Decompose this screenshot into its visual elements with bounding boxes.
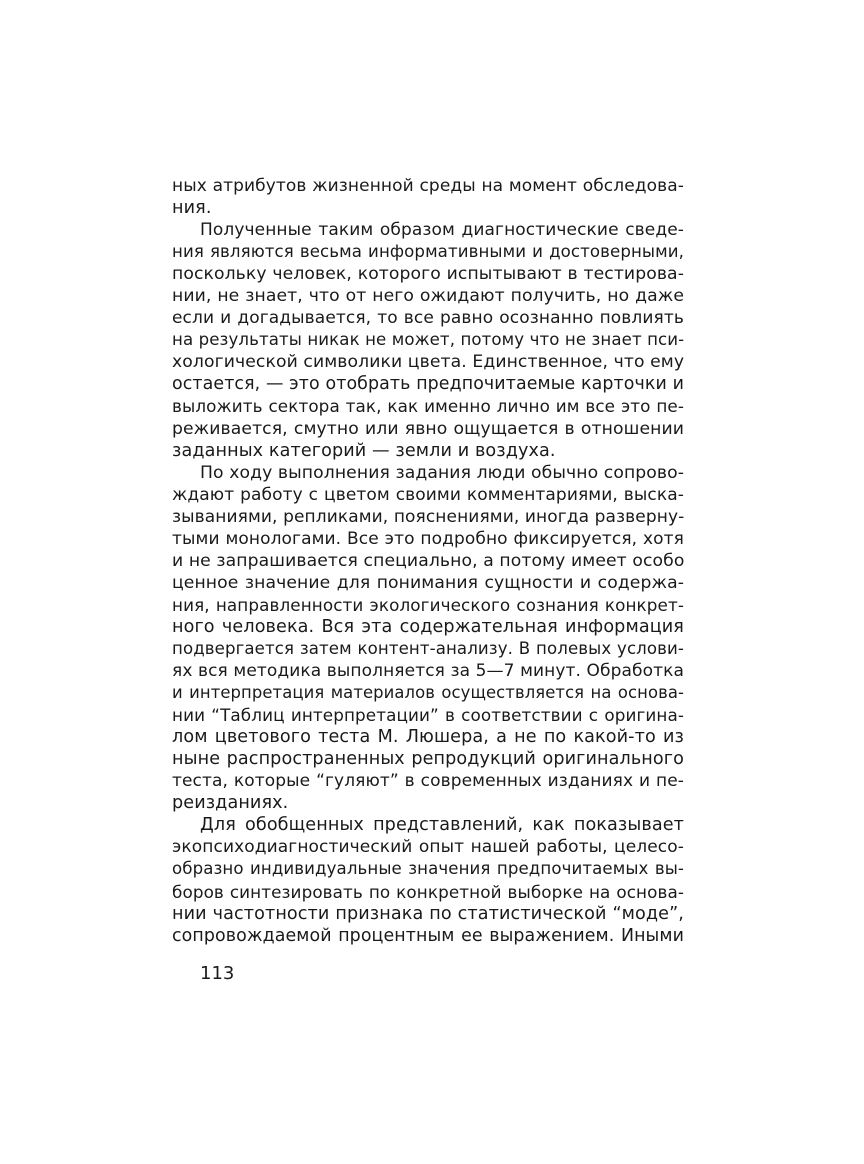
text-line: ния. bbox=[172, 198, 212, 219]
text-line: подвергается затем контент-анализу. В полевых услови- bbox=[172, 638, 684, 658]
text-line: зываниями, репликами, пояснениями, иногда разверну- bbox=[172, 506, 685, 527]
body-text bbox=[172, 175, 684, 947]
text-line: ных атрибутов жизненной среды на момент обследова- bbox=[172, 176, 684, 196]
text-line: выложить сектора так, как именно лично им все это пе- bbox=[172, 396, 684, 417]
text-line: реизданиях. bbox=[172, 793, 289, 814]
page-number: 113 bbox=[200, 963, 235, 984]
text-line: реживается, смутно или явно ощущается в отношении bbox=[172, 418, 684, 439]
text-line: экопсиходиагностический опыт нашей работы, целесо- bbox=[172, 837, 684, 858]
text-line: нии частотности признака по статистической “моде”, bbox=[172, 903, 684, 924]
text-line: хологической символики цвета. Единственное, что ему bbox=[172, 352, 685, 373]
text-line: тыми монологами. Все это подробно фиксируется, хотя bbox=[172, 528, 684, 549]
text-line: Полученные таким образом диагностические сведе- bbox=[200, 220, 684, 241]
text-line: нии “Таблиц интерпретации” в соответствии с оригина- bbox=[172, 705, 684, 726]
text-line: нии, не знает, что от него ожидают получить, но даже bbox=[172, 286, 684, 307]
text-line: По ходу выполнения задания люди обычно сопрово- bbox=[200, 462, 685, 483]
text-line: теста, которые “гуляют” в современных изданиях и пе- bbox=[172, 771, 684, 792]
text-line: и не запрашивается специально, а потому имеет особо bbox=[172, 550, 685, 571]
text-line: и интерпретация материалов осуществляется на основа- bbox=[172, 683, 684, 703]
text-line: поскольку человек, которого испытывают в тестирова- bbox=[172, 264, 684, 285]
text-line: образно индивидуальные значения предпочитаемых вы- bbox=[172, 859, 684, 879]
text-line: ния являются весьма информативными и достоверными, bbox=[172, 242, 684, 262]
text-line: ценное значение для понимания сущности и содержа- bbox=[172, 572, 684, 593]
text-line: сопровождаемой процентным ее выражением. Иными bbox=[172, 925, 684, 946]
text-line: ния, направленности экологического сознания конкрет- bbox=[172, 594, 684, 615]
text-line: на результаты никак не может, потому что не знает пси- bbox=[172, 330, 685, 350]
text-line: остается, — это отобрать предпочитаемые карточки и bbox=[172, 374, 684, 395]
text-line: Для обобщенных представлений, как показывает bbox=[200, 815, 684, 836]
text-line: ныне распространенных репродукций оригинального bbox=[172, 749, 684, 770]
text-line: боров синтезировать по конкретной выборке на основа- bbox=[172, 881, 684, 902]
text-line: лом цветового теста М. Люшера, а не по какой-то из bbox=[172, 727, 684, 748]
text-line: ного человека. Вся эта содержательная информация bbox=[172, 616, 684, 637]
text-line: ждают работу с цветом своими комментариями, выска- bbox=[172, 484, 684, 505]
text-line: ях вся методика выполняется за 5—7 минут. Обработка bbox=[172, 661, 684, 682]
text-line: заданных категорий — земли и воздуха. bbox=[172, 440, 556, 461]
text-line: если и догадывается, то все равно осознанно повлиять bbox=[172, 308, 684, 329]
